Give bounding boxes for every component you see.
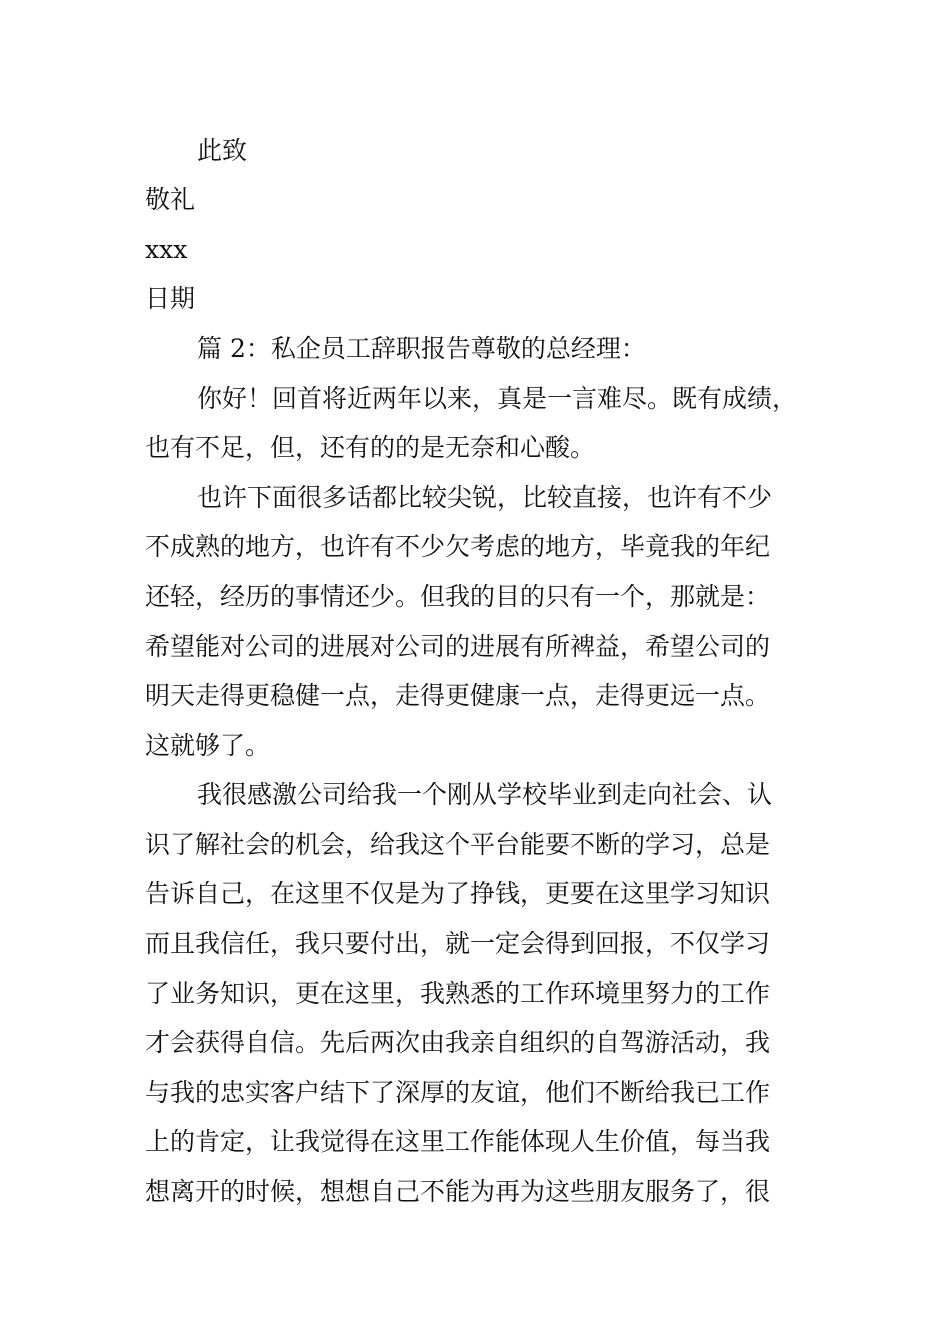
paragraph-line: 想离开的时候，想想自己不能为再为这些朋友服务了，很 (145, 1177, 771, 1206)
paragraph-line: 希望能对公司的进展对公司的进展有所裨益，希望公司的 (145, 632, 771, 661)
paragraph-line: 而且我信任，我只要付出，就一定会得到回报，不仅学习 (145, 929, 771, 958)
paragraph-line: 告诉自己，在这里不仅是为了挣钱，更要在这里学习知识 (145, 879, 771, 908)
paragraph-line: 上的肯定，让我觉得在这里工作能体现人生价值，每当我 (145, 1127, 771, 1156)
paragraph-line: 识了解社会的机会，给我这个平台能要不断的学习，总是 (145, 830, 771, 859)
paragraph-line: 不成熟的地方，也许有不少欠考虑的地方，毕竟我的年纪 (145, 532, 771, 561)
paragraph-line: 也许下面很多话都比较尖锐，比较直接，也许有不少 (197, 483, 773, 512)
paragraph-line: 这就够了。 (145, 731, 271, 760)
signature: xxx (145, 235, 188, 264)
paragraph-line: 明天走得更稳健一点，走得更健康一点，走得更远一点。 (145, 681, 771, 710)
closing-salutation-1: 此致 (197, 136, 248, 165)
paragraph-line: 才会获得自信。先后两次由我亲自组织的自驾游活动，我 (145, 1028, 771, 1057)
paragraph-line: 你好！回首将近两年以来，真是一言难尽。既有成绩， (197, 384, 798, 413)
paragraph-line: 了业务知识，更在这里，我熟悉的工作环境里努力的工作 (145, 979, 771, 1008)
paragraph-line: 我很感激公司给我一个刚从学校毕业到走向社会、认 (197, 780, 773, 809)
closing-salutation-2: 敬礼 (145, 185, 196, 214)
article-heading: 篇 2：私企员工辞职报告尊敬的总经理： (197, 334, 646, 363)
paragraph-line: 也有不足，但，还有的的是无奈和心酸。 (145, 433, 596, 462)
date-label: 日期 (145, 284, 196, 313)
paragraph-line: 与我的忠实客户结下了深厚的友谊，他们不断给我已工作 (145, 1078, 771, 1107)
paragraph-line: 还轻，经历的事情还少。但我的目的只有一个，那就是： (145, 582, 771, 611)
